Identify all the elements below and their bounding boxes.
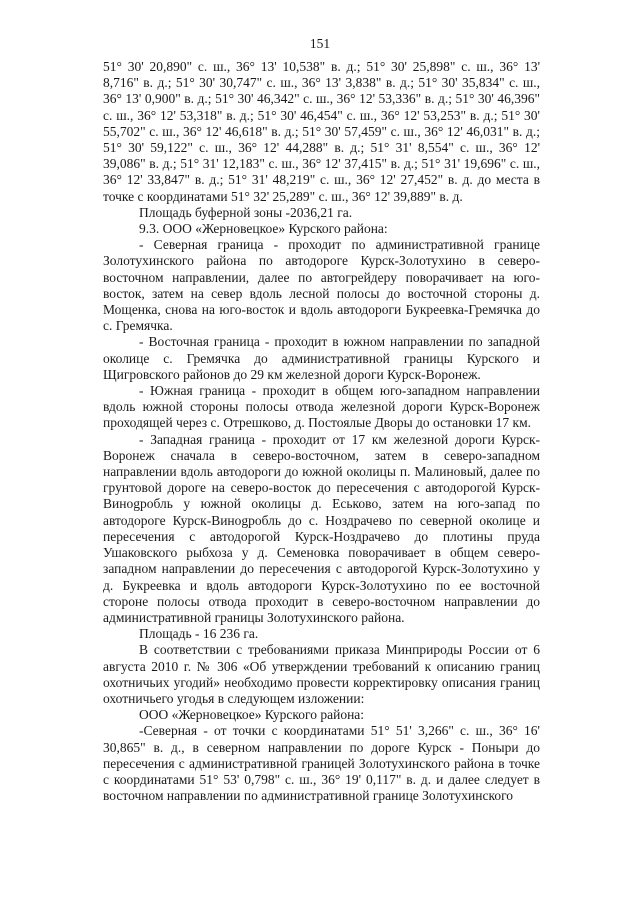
document-body (103, 59, 540, 804)
east-boundary: - Восточная граница - проходит в южном направлении по западной околице с. Гремячка до административной границы Курского и Щигровского районов до 29 км железной дороги Курск-Воронеж. (103, 334, 540, 382)
north-boundary-revised: -Северная - от точки с координатами 51° 51' 3,266" с. ш., 36° 16' 30,865" в. д., в северном направлении по дороге Курск - Поныри до пересечения с административной границей Золотухинского района в точке с координатами 51° 53' 0,798" с. ш., 36° 19' 0,117" в. д. и далее следует в восточном направлении по административной границе Золотухинского (103, 723, 540, 804)
page-number: 151 (309, 36, 331, 51)
buffer-zone-area: Площадь буферной зоны -2036,21 га. (139, 204, 353, 220)
west-boundary: - Западная граница - проходит от 17 км железной дороги Курск-Воронеж сначала в северо-восточном, затем в северо-западном направлении вдоль автодороги до южной околицы п. Малиновый, далее по грунтовой дороге на северо-восток до пересечения с автодорогой Курск-Винogробль у южной околицы д. Еськово, затем на юго-запад по автодороге Курск-Винogробль до с. Ноздрачево по северной околице и пересечения с автодорогой Курск-Ноздрачево до плотины пруда Ушаковского рыбхоза у д. Семеновка поворачивает в общем северо-западном направлении до пересечения с автодорогой Курск-Золотухино у д. Букреевка и вдоль автодороги Курск-Золотухино по ее восточной стороне полосы отвода проходит в северо-восточном направлении до административной границы Золотухинского района. (103, 431, 540, 625)
area-statement: Площадь - 16 236 га. (139, 626, 259, 642)
section-heading: 9.3. ООО «Жерновецкое» Курского района: (139, 221, 388, 237)
organization-heading: ООО «Жерновецкое» Курского района: (139, 707, 365, 723)
south-boundary: - Южная граница - проходит в общем юго-западном направлении вдоль южной стороны полосы отвода железной дороги Курск-Воронеж проходящей через с. Отрешково, д. Постоялые Дворы до остановки 17 км. (103, 383, 540, 431)
order-reference: В соответствии с требованиями приказа Минприроды России от 6 августа 2010 г. № 306 «Об утверждении требований к описанию границ охотничьих угодий» необходимо провести корректировку описания границ охотничьего угодья в следующем изложении: (103, 642, 540, 706)
north-boundary: - Северная граница - проходит по административной границе Золотухинского района по автодороге Курск-Золотухино в северо-восточном направлении, далее по автогрейдеру поворачивает на юго-восток, затем на север вдоль лесной полосы до восточной стороны д. Мощенка, снова на юго-восток и вдоль автодороги Букреевка-Гремячка до с. Гремячка. (103, 237, 540, 334)
coordinates-continuation: 51° 30' 20,890" с. ш., 36° 13' 10,538" в. д.; 51° 30' 25,898" с. ш., 36° 13' 8,716" в. д.; 51° 30' 30,747" с. ш., 36° 13' 3,838" в. д.; 51° 30' 35,834" с. ш., 36° 13' 0,900" в. д.; 51° 30' 46,342" с. ш., 36° 12' 53,336" в. д.; 51° 30' 46,396" с. ш., 36° 12' 53,318" в. д.; 51° 30' 46,454" с. ш., 36° 12' 53,253" в. д.; 51° 30' 55,702" с. ш., 36° 12' 46,618" в. д.; 51° 30' 57,459" с. ш., 36° 12' 46,031" в. д.; 51° 30' 59,122" с. ш., 36° 12' 44,288" в. д.; 51° 31' 8,554" с. ш., 36° 12' 39,086" в. д.; 51° 31' 12,183" с. ш., 36° 12' 37,415" в. д.; 51° 31' 19,696" с. ш., 36° 12' 33,847" в. д.; 51° 31' 48,219" с. ш., 36° 12' 27,452" в. д. до места в точке с координатами 51° 32' 25,289" с. ш., 36° 12' 39,889" в. д. (103, 59, 540, 204)
